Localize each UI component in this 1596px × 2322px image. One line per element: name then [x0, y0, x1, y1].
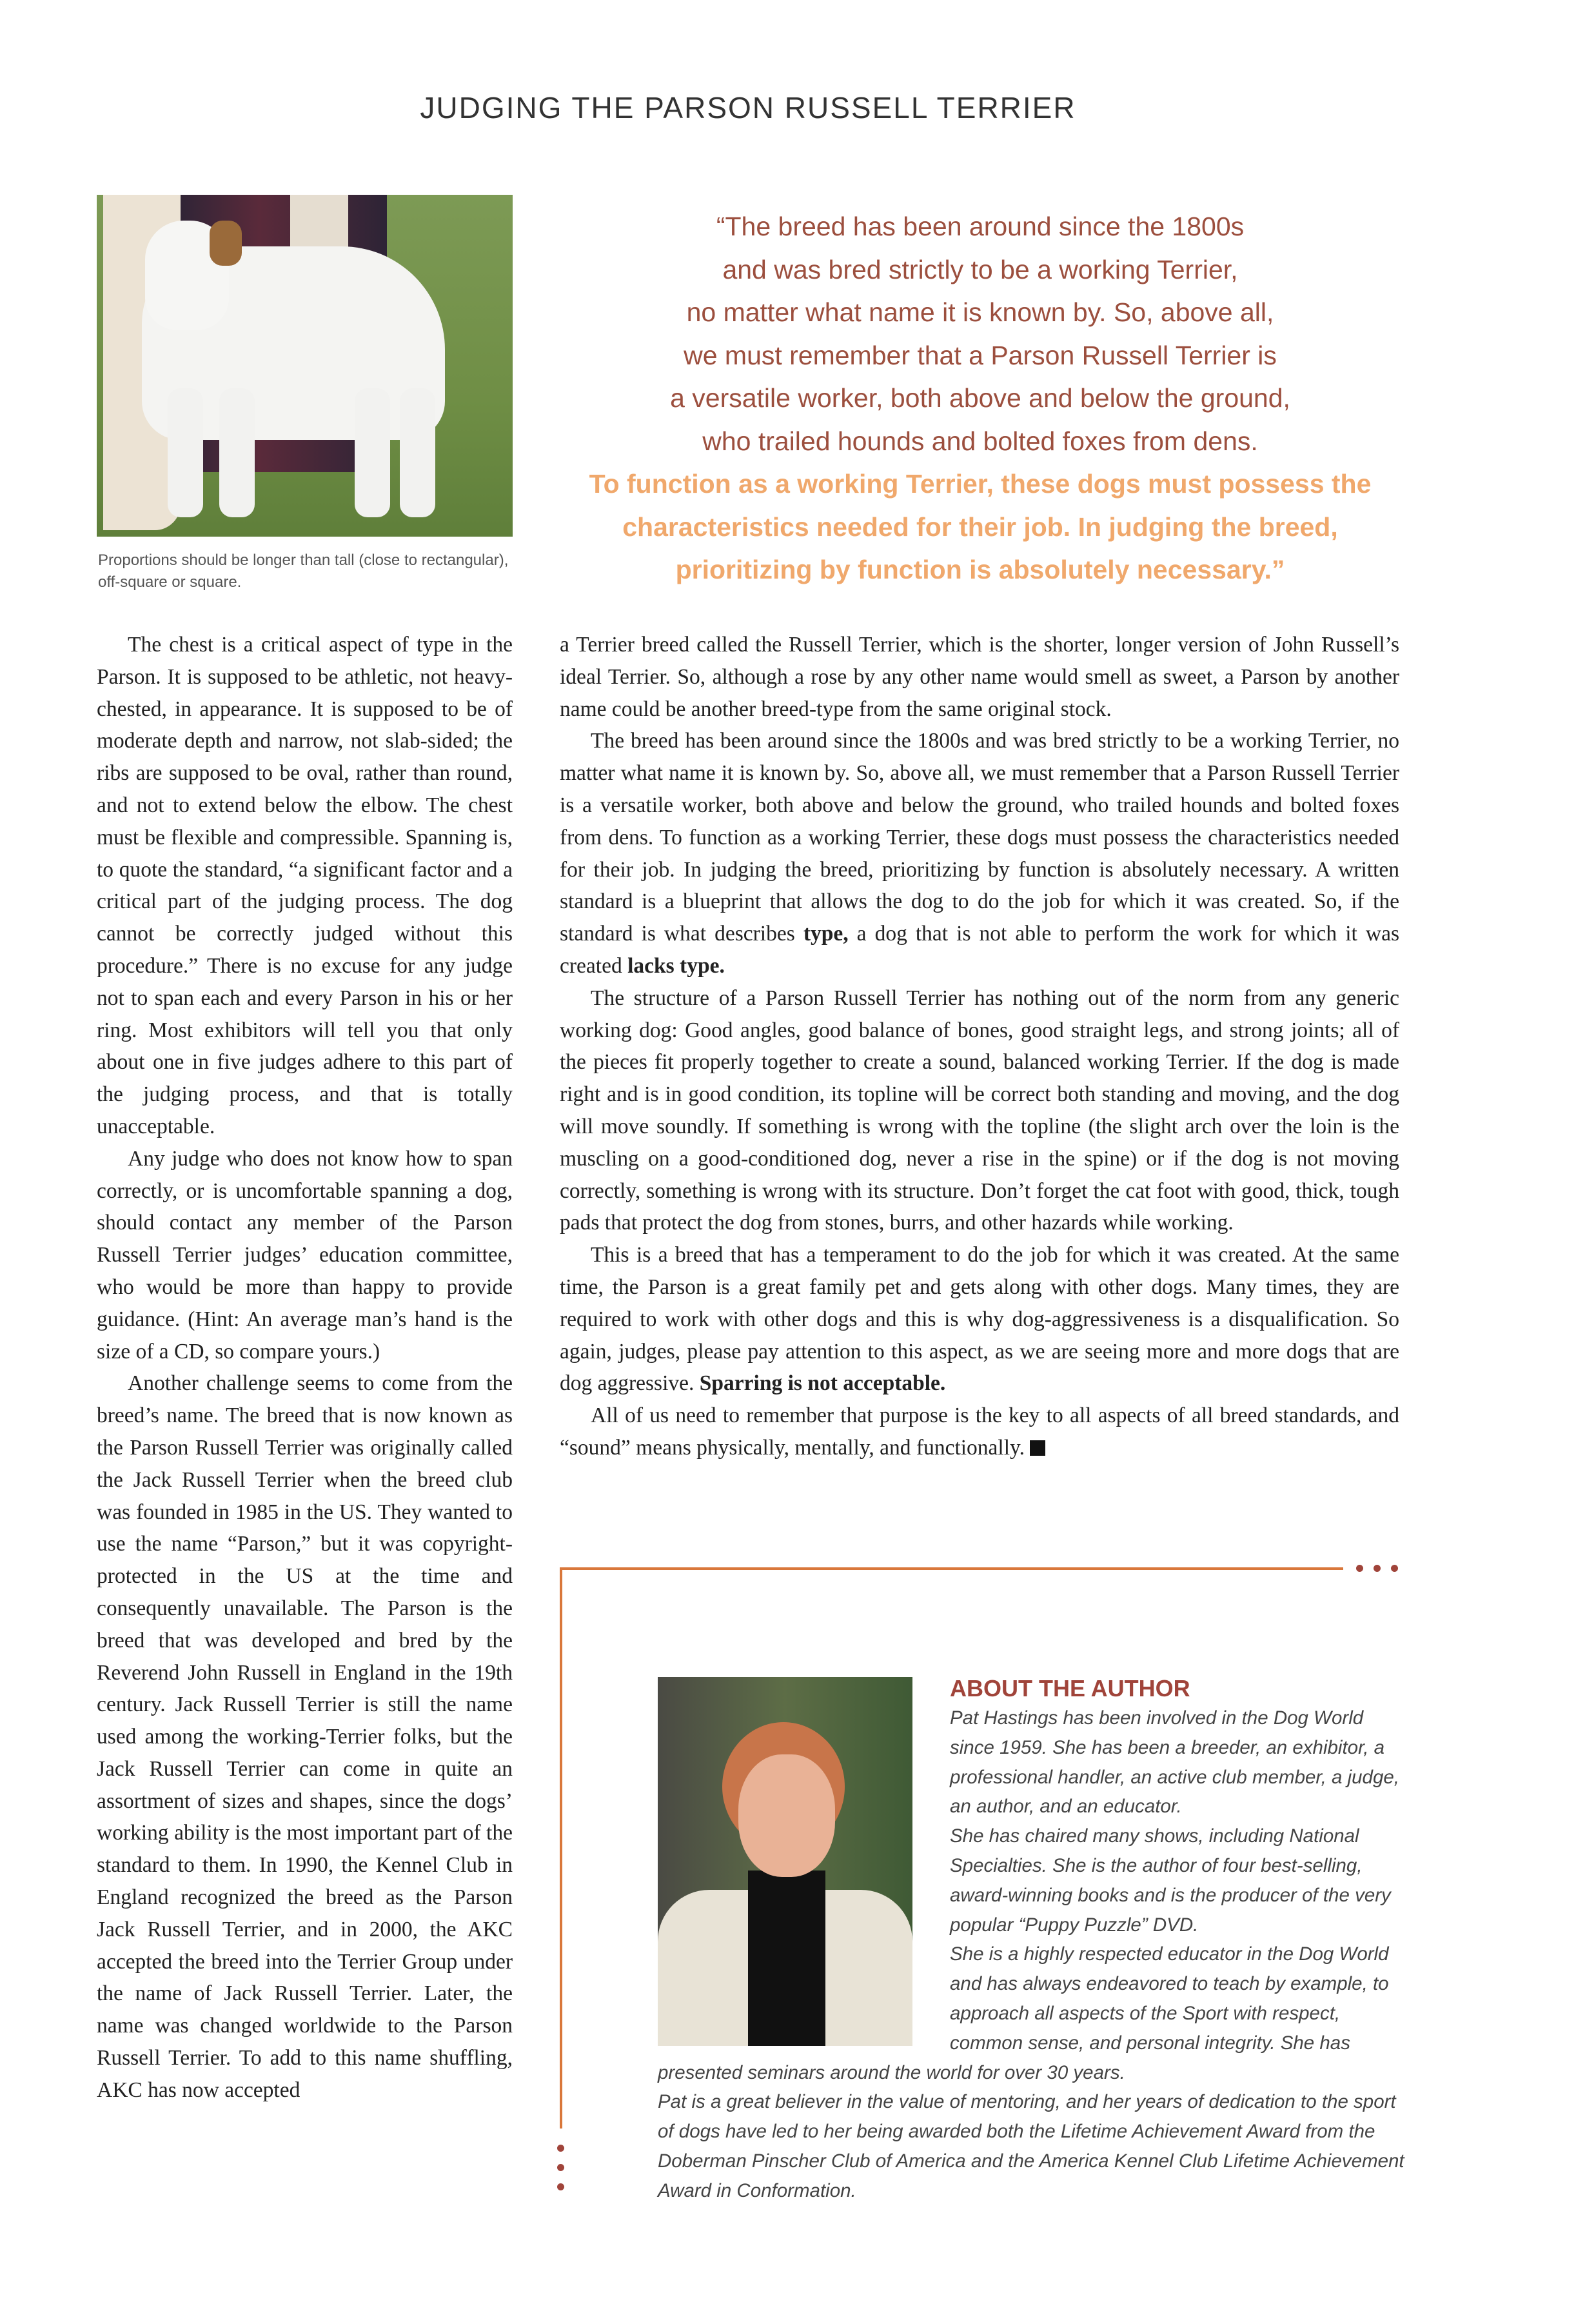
- quote-line-bold: prioritizing by function is absolutely necessary.”: [675, 555, 1285, 584]
- text: This is a breed that has a temperament to do the job for which it was created. At the same time, the Parson is a great family pet and gets along with other dogs. Many times, they are required to work with other dogs and this is why dog-aggressiveness is a disqualification. So again, judges, please pay attention to this aspect, as we are seeing more and more dogs that are dog aggressive.: [560, 1243, 1399, 1396]
- dot-icon: [1374, 1565, 1381, 1572]
- dot-icon: [557, 2145, 564, 2152]
- bio-text: integrity. She has presented seminars around the world for over 30 years.: [658, 2032, 1350, 2083]
- dot-icon: [557, 2183, 564, 2190]
- author-photo: [658, 1677, 912, 2046]
- paragraph: [560, 1400, 1399, 1464]
- paragraph: The structure of a Parson Russell Terrier has nothing out of the norm from any generic working dog: Good angles, good balance of bones, good straight legs, and strong joints; all of the pieces fit properly together to create a sound, balanced working Terrier. If the dog is made right and is in good condition, its topline will be correct both standing and moving, and the dog will move soundly. If something is wrong with the topline (the slight arch over the loin is the muscling on a good-conditioned dog, never a rise in the spine) or if the dog is not moving correctly, something is wrong with its structure. Don’t forget the cat foot with good, thick, tough pads that protect the dog from stones, burrs, and other hazards while working.: [560, 986, 1399, 1235]
- bold-text: Sparring is not acceptable.: [699, 1371, 946, 1396]
- paragraph: [560, 725, 1399, 982]
- text: All of us need to remember that purpose is the key to all aspects of all breed standards, and “sound” means physically, mentally, and functionally.: [560, 1404, 1399, 1460]
- quote-line-bold: To function as a working Terrier, these dogs must possess the: [589, 469, 1372, 499]
- text: The breed has been around since the 1800s and was bred strictly to be a working Terrier, no matter what name it is known by. So, above all, we must remember that a Parson Russell Terrier is a versatile worker, both above and below the ground, who trailed hounds and bolted foxes from dens. To function as a working Terrier, these dogs must possess the characteristics needed for their job. In judging the breed, prioritizing by function is absolutely necessary. A written standard is a blueprint that allows the dog to do the job for which it was created. So, if the standard is what describes: [560, 729, 1399, 946]
- bio-paragraph: Pat Hastings has been involved in the Dog World since 1959. She has been a breeder, an exhibitor, a professional handler, an active club member, a judge, an author, and an educator.: [950, 1707, 1399, 1818]
- dot-icon: [1356, 1565, 1363, 1572]
- pull-quote: [535, 205, 1425, 591]
- body-column-right: [560, 629, 1399, 1464]
- quote-line-bold: characteristics needed for their job. In judging the breed,: [622, 511, 1338, 542]
- divider-vertical: [560, 1567, 562, 2128]
- bio-paragraph: She has chaired many shows, including National Specialties. She is the author of four best-selling, award-winning books and is the producer of the very popular “Puppy Puzzle” DVD.: [950, 1825, 1391, 1936]
- quote-line: a versatile worker, both above and below the ground,: [670, 383, 1290, 413]
- dot-icon: [1391, 1565, 1398, 1572]
- body-column-left: [97, 629, 513, 2107]
- quote-line: and was bred strictly to be a working Terrier,: [722, 254, 1238, 284]
- dog-photo: [97, 195, 513, 537]
- bio-text: She is a highly respected educator in the Dog World and has always endeavored to teach by example, to approach all aspects of the Sport with respect, common sense, and personal: [950, 1943, 1389, 2054]
- paragraph: The chest is a critical aspect of type in the Parson. It is supposed to be athletic, not heavy-chested, in appearance. It is supposed to be of moderate depth and narrow, not slab-sided; the ribs are supposed to be oval, rather than round, and not to extend below the elbow. The chest must be flexible and compressible. Spanning is, to quote the standard, “a significant factor and a critical part of the judging process. The dog cannot be correctly judged without this procedure.” There is no excuse for any judge not to span each and every Parson in his or her ring. Most exhibitors will tell you that only about one in five judges adhere to this part of the judging process, and that is totally unacceptable.: [97, 633, 513, 1138]
- end-mark-icon: [1030, 1440, 1045, 1456]
- paragraph: [560, 1239, 1399, 1400]
- text: a dog that is not able to perform the work for which it was created: [560, 922, 1399, 978]
- bio-paragraph: Pat is a great believer in the value of mentoring, and her years of dedication to the sport of dogs have led to her being awarded both the Lifetime Achievement Award from the Doberman Pinscher Club of America and the America Kennel Club Lifetime Achievement Award in Conformation.: [658, 2091, 1404, 2201]
- bold-text: type,: [803, 922, 849, 946]
- quote-line: “The breed has been around since the 1800s: [716, 212, 1245, 241]
- page-title: JUDGING THE PARSON RUSSELL TERRIER: [420, 91, 1076, 124]
- photo-caption: Proportions should be longer than tall (close to rectangular), off-square or square.: [98, 551, 509, 591]
- paragraph: Any judge who does not know how to span correctly, or is uncomfortable spanning a dog, should contact any member of the Parson Russell Terrier judges’ education committee, who would be more than happy to provide guidance. (Hint: An average man’s hand is the size of a CD, so compare yours.): [97, 1146, 513, 1364]
- quote-line: no matter what name it is known by. So, above all,: [686, 297, 1274, 327]
- about-author-section: [658, 1674, 1406, 2206]
- divider-horizontal: [560, 1567, 1343, 1570]
- dot-icon: [557, 2164, 564, 2171]
- quote-line: who trailed hounds and bolted foxes from dens.: [702, 426, 1258, 456]
- paragraph: Another challenge seems to come from the breed’s name. The breed that is now known as the Parson Russell Terrier was originally called the Jack Russell Terrier when the breed club was founded in 1985 in the US. They wanted to use the name “Parson,” but it was copyright-protected in the US at the time and consequently unavailable. The Parson is the breed that was developed and bred by the Reverend John Russell in England in the 19th century. Jack Russell Terrier is still the name used among the working-Terrier folks, but the Jack Russell Terrier can come in quite an assortment of sizes and shapes, since the dogs’ working ability is the most important part of the standard to them. In 1990, the Kennel Club in England recognized the breed as the Parson Jack Russell Terrier, and in 2000, the AKC accepted the breed into the Terrier Group under the name of Jack Russell Terrier. Later, the name was changed worldwide to the Parson Russell Terrier. To add to this name shuffling, AKC has now accepted: [97, 1371, 513, 2102]
- about-author-heading: ABOUT THE AUTHOR: [950, 1675, 1190, 1702]
- bold-text: lacks type.: [627, 953, 725, 978]
- quote-line: we must remember that a Parson Russell Terrier is: [684, 340, 1277, 370]
- paragraph: a Terrier breed called the Russell Terrier, which is the shorter, longer version of John Russell’s ideal Terrier. So, although a rose by any other name would smell as sweet, a Parson by another name could be another breed-type from the same original stock.: [560, 633, 1399, 721]
